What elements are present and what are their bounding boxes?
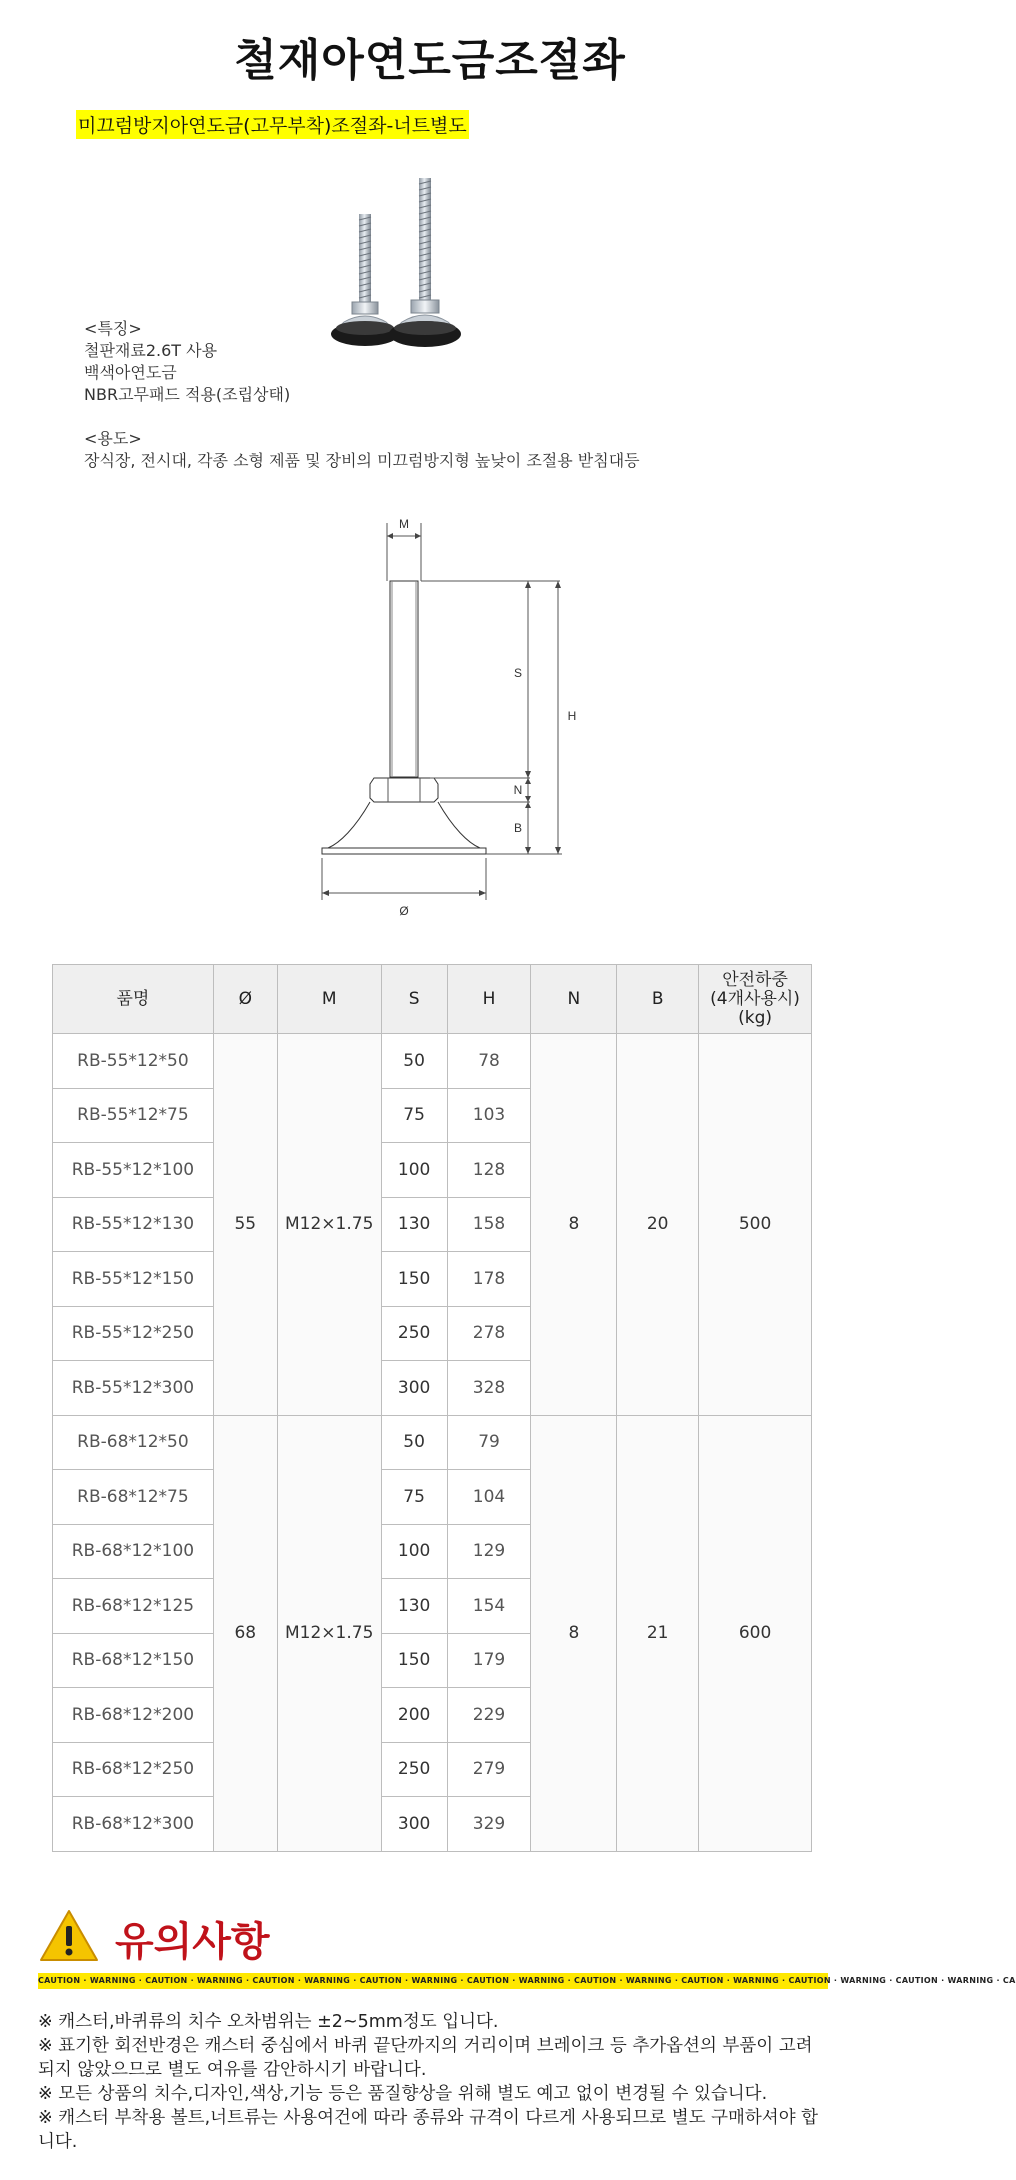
notice-title: 유의사항: [115, 1919, 270, 1965]
cell-h: 329: [447, 1797, 531, 1852]
cell-product-name: RB-68*12*50: [53, 1415, 214, 1470]
dim-label-m: M: [399, 517, 409, 531]
cell-s: 200: [381, 1688, 447, 1743]
cell-h: 103: [447, 1088, 531, 1143]
cell-h: 128: [447, 1143, 531, 1198]
cell-s: 150: [381, 1252, 447, 1307]
cell-s: 75: [381, 1088, 447, 1143]
dim-label-h: H: [567, 709, 577, 723]
cell-product-name: RB-68*12*150: [53, 1633, 214, 1688]
cell-h: 278: [447, 1306, 531, 1361]
warning-icon: [38, 1908, 100, 1964]
notice-item: ※ 캐스터 부착용 볼트,너트류는 사용여건에 따라 종류와 규격이 다르게 사용되므로 별도 구매하셔야 합니다.: [38, 2108, 819, 2152]
cell-product-name: RB-55*12*50: [53, 1034, 214, 1089]
cell-h: 129: [447, 1524, 531, 1579]
header-s: S: [381, 965, 447, 1034]
header-load-line3: (kg): [738, 1007, 772, 1028]
cell-product-name: RB-68*12*250: [53, 1742, 214, 1797]
spec-table: [52, 964, 812, 1852]
cell-product-name: RB-55*12*75: [53, 1088, 214, 1143]
header-b: B: [617, 965, 699, 1034]
dim-label-n: N: [513, 783, 523, 797]
cell-s: 250: [381, 1742, 447, 1797]
page-title: 철재아연도금조절좌: [234, 35, 626, 86]
header-diameter: Ø: [213, 965, 277, 1034]
cell-s: 100: [381, 1524, 447, 1579]
usage-heading: <용도>: [84, 429, 142, 448]
cell-m: M12×1.75: [277, 1415, 381, 1851]
header-h: H: [447, 965, 531, 1034]
cell-s: 250: [381, 1306, 447, 1361]
cell-product-name: RB-55*12*250: [53, 1306, 214, 1361]
cell-load: 600: [699, 1415, 812, 1851]
header-load-line1: 안전하중: [722, 969, 788, 990]
cell-h: 229: [447, 1688, 531, 1743]
cell-product-name: RB-68*12*75: [53, 1470, 214, 1525]
feature-line: NBR고무패드 적용(조립상태): [84, 385, 291, 404]
header-n: N: [531, 965, 617, 1034]
usage-text: 장식장, 전시대, 각종 소형 제품 및 장비의 미끄럼방지형 높낮이 조절용 받침대등: [84, 451, 640, 470]
cell-s: 300: [381, 1797, 447, 1852]
dim-label-b: B: [513, 821, 523, 835]
dim-label-diameter: Ø: [399, 904, 409, 918]
cell-product-name: RB-68*12*300: [53, 1797, 214, 1852]
cell-n: 8: [531, 1415, 617, 1851]
cell-product-name: RB-68*12*200: [53, 1688, 214, 1743]
cell-product-name: RB-55*12*100: [53, 1143, 214, 1198]
cell-n: 8: [531, 1034, 617, 1416]
notice-item: ※ 캐스터,바퀴류의 치수 오차범위는 ±2~5mm정도 입니다.: [38, 2012, 499, 2032]
cell-h: 104: [447, 1470, 531, 1525]
cell-s: 150: [381, 1633, 447, 1688]
cell-diameter: 68: [213, 1415, 277, 1851]
dimension-diagram: [300, 508, 620, 928]
cell-s: 130: [381, 1579, 447, 1634]
table-row: [53, 1415, 812, 1470]
notice-item: ※ 표기한 회전반경은 캐스터 중심에서 바퀴 끝단까지의 거리이며 브레이크 등 추가옵션의 부품이 고려되지 않았으므로 별도 여유를 감안하시기 바랍니다.: [38, 2036, 813, 2080]
cell-product-name: RB-68*12*100: [53, 1524, 214, 1579]
table-row: [53, 1034, 812, 1089]
cell-product-name: RB-55*12*150: [53, 1252, 214, 1307]
cell-h: 279: [447, 1742, 531, 1797]
cell-s: 100: [381, 1143, 447, 1198]
notice-item: ※ 모든 상품의 치수,디자인,색상,기능 등은 품질향상을 위해 별도 예고 없이 변경될 수 있습니다.: [38, 2084, 768, 2104]
cell-s: 50: [381, 1415, 447, 1470]
cell-product-name: RB-55*12*130: [53, 1197, 214, 1252]
header-load: [699, 965, 812, 1034]
feature-line: 철판재료2.6T 사용: [84, 341, 218, 360]
cell-diameter: 55: [213, 1034, 277, 1416]
cell-h: 178: [447, 1252, 531, 1307]
cell-product-name: RB-55*12*300: [53, 1361, 214, 1416]
cell-b: 21: [617, 1415, 699, 1851]
header-m: M: [277, 965, 381, 1034]
cell-s: 130: [381, 1197, 447, 1252]
cell-m: M12×1.75: [277, 1034, 381, 1416]
cell-h: 158: [447, 1197, 531, 1252]
cell-h: 154: [447, 1579, 531, 1634]
cell-b: 20: [617, 1034, 699, 1416]
features-block: [84, 318, 640, 472]
cell-load: 500: [699, 1034, 812, 1416]
cell-h: 78: [447, 1034, 531, 1089]
feature-line: 백색아연도금: [84, 363, 177, 382]
cell-product-name: RB-68*12*125: [53, 1579, 214, 1634]
cell-s: 75: [381, 1470, 447, 1525]
cell-h: 179: [447, 1633, 531, 1688]
cell-s: 300: [381, 1361, 447, 1416]
notice-list: [38, 2010, 828, 2154]
features-heading: <특징>: [84, 319, 142, 338]
dim-label-s: S: [513, 666, 523, 680]
caution-strip: CAUTION · WARNING · CAUTION · WARNING · CAUTION · WARNING · CAUTION · WARNING · CAUTION · WARNING · CAUTION · WARNING · CAUTION · WARNING · CAUTION · WARNING · CAUTION · WARNING · CA: [38, 1973, 828, 1989]
cell-h: 79: [447, 1415, 531, 1470]
product-subtitle: 미끄럼방지아연도금(고무부착)조절좌-너트별도: [76, 110, 469, 139]
cell-h: 328: [447, 1361, 531, 1416]
header-name: 품명: [53, 965, 214, 1034]
header-load-line2: (4개사용시): [710, 988, 800, 1009]
table-header-row: [53, 965, 812, 1034]
cell-s: 50: [381, 1034, 447, 1089]
